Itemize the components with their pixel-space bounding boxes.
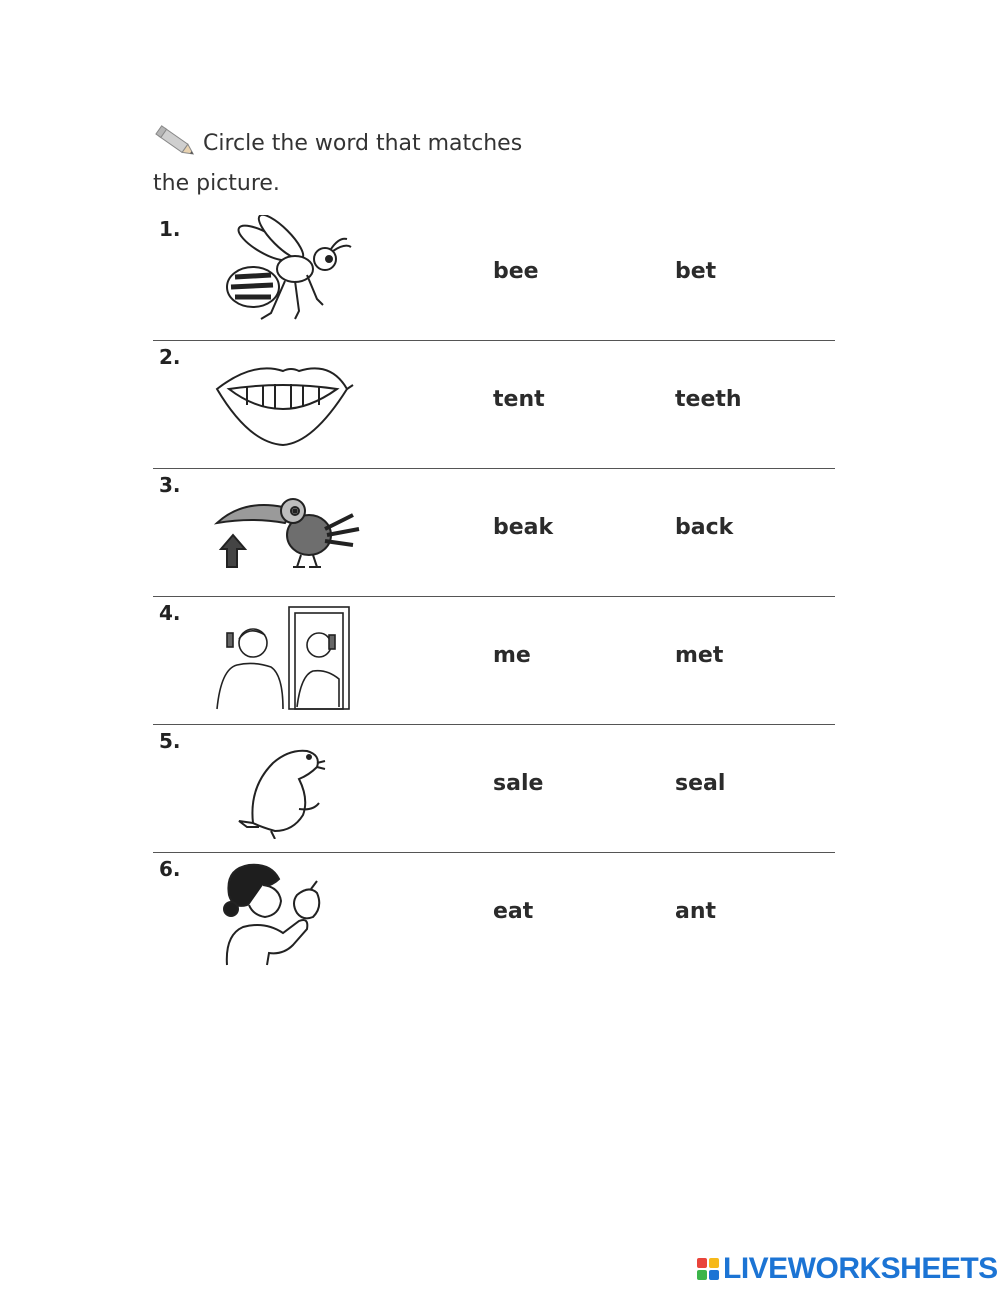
question-number: 4. — [159, 601, 181, 625]
option-6b[interactable]: ant — [675, 899, 717, 924]
boy-mirror-picture — [213, 599, 373, 711]
question-row-2 — [153, 341, 835, 469]
question-row-4 — [153, 597, 835, 725]
seal-picture — [213, 727, 373, 839]
question-row-1 — [153, 213, 835, 341]
option-2a[interactable]: tent — [493, 387, 545, 412]
question-number: 6. — [159, 857, 181, 881]
instruction-line-2: the picture. — [153, 171, 280, 196]
question-row-3 — [153, 469, 835, 597]
question-row-6 — [153, 853, 835, 981]
option-2b[interactable]: teeth — [675, 387, 742, 412]
option-3a[interactable]: beak — [493, 515, 554, 540]
logo-block-green — [697, 1270, 707, 1280]
option-4b[interactable]: met — [675, 643, 724, 668]
logo-block-yellow — [709, 1258, 719, 1268]
girl-eating-picture — [213, 855, 373, 967]
logo-blocks-icon — [697, 1258, 719, 1280]
pencil-icon — [153, 122, 199, 162]
brand-name: LIVEWORKSHEETS — [723, 1252, 998, 1285]
option-5a[interactable]: sale — [493, 771, 544, 796]
question-number: 2. — [159, 345, 181, 369]
option-1b[interactable]: bet — [675, 259, 717, 284]
option-5b[interactable]: seal — [675, 771, 726, 796]
question-number: 3. — [159, 473, 181, 497]
question-row-5 — [153, 725, 835, 853]
option-4a[interactable]: me — [493, 643, 531, 668]
liveworksheets-logo[interactable] — [697, 1252, 998, 1286]
teeth-picture — [213, 343, 373, 455]
option-3b[interactable]: back — [675, 515, 734, 540]
logo-block-blue — [709, 1270, 719, 1280]
bird-beak-picture — [213, 471, 373, 583]
bee-picture — [213, 215, 373, 327]
logo-block-red — [697, 1258, 707, 1268]
instruction — [153, 122, 613, 204]
question-number: 1. — [159, 217, 181, 241]
instruction-line-1: Circle the word that matches — [203, 131, 523, 156]
option-1a[interactable]: bee — [493, 259, 539, 284]
question-number: 5. — [159, 729, 181, 753]
option-6a[interactable]: eat — [493, 899, 534, 924]
